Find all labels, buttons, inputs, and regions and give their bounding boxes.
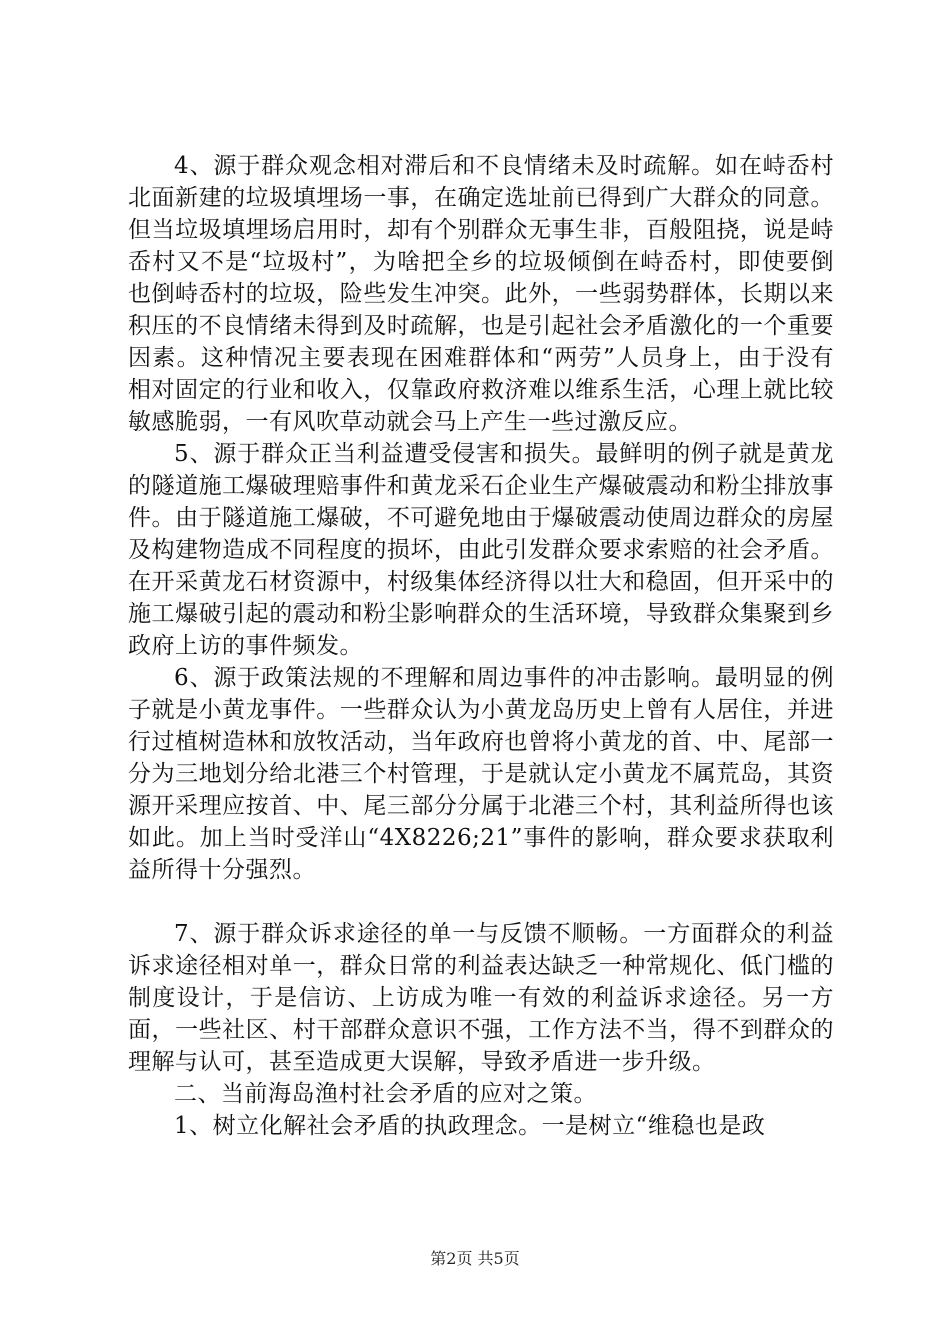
- paragraph-countermeasure-1: 1、树立化解社会矛盾的执政理念。一是树立“维稳也是政: [174, 1113, 766, 1139]
- paragraph-6: 6、源于政策法规的不理解和周边事件的冲击影响。最明显的例子就是小黄龙事件。一些群众认为小黄龙岛历史上曾有人居住，并进行过植树造林和放牧活动，当年政府也曾将小黄龙的首、中、尾部一分为三地划分给北港三个村管理，于是就认定小黄龙不属荒岛，其资源开采理应按首、中、尾三部分分属于北港三个村，其利益所得也该如此。加上当时受洋山“4X8226;21”事件的影响，群众要求获取利益所得十分强烈。: [128, 665, 834, 883]
- section-heading-2: 二、当前海岛渔村社会矛盾的应对之策。: [174, 1081, 597, 1107]
- paragraph-gap: [128, 886, 834, 918]
- document-body: [128, 150, 834, 1142]
- paragraph-7: 7、源于群众诉求途径的单一与反馈不顺畅。一方面群众的利益诉求途径相对单一，群众日常的利益表达缺乏一种常规化、低门槛的制度设计，于是信访、上访成为唯一有效的利益诉求途径。另一方面，一些社区、村干部群众意识不强，工作方法不当，得不到群众的理解与认可，甚至造成更大误解，导致矛盾进一步升级。: [128, 921, 834, 1075]
- paragraph-5: 5、源于群众正当利益遭受侵害和损失。最鲜明的例子就是黄龙的隧道施工爆破理赔事件和黄龙采石企业生产爆破震动和粉尘排放事件。由于隧道施工爆破，不可避免地由于爆破震动使周边群众的房屋及构建物造成不同程度的损坏，由此引发群众要求索赔的社会矛盾。在开采黄龙石材资源中，村级集体经济得以壮大和稳固，但开采中的施工爆破引起的震动和粉尘影响群众的生活环境，导致群众集聚到乡政府上访的事件频发。: [128, 441, 834, 659]
- paragraph-4: 4、源于群众观念相对滞后和不良情绪未及时疏解。如在峙岙村北面新建的垃圾填埋场一事，在确定选址前已得到广大群众的同意。但当垃圾填埋场启用时，却有个别群众无事生非，百般阻挠，说是峙岙村又不是“垃圾村”，为啥把全乡的垃圾倾倒在峙岙村，即使要倒也倒峙岙村的垃圾，险些发生冲突。此外，一些弱势群体，长期以来积压的不良情绪未得到及时疏解，也是引起社会矛盾激化的一个重要因素。这种情况主要表现在困难群体和“两劳”人员身上，由于没有相对固定的行业和收入，仅靠政府救济难以维系生活，心理上就比较敏感脆弱，一有风吹草动就会马上产生一些过激反应。: [128, 153, 834, 435]
- page-footer: 第2页 共5页: [430, 1249, 520, 1268]
